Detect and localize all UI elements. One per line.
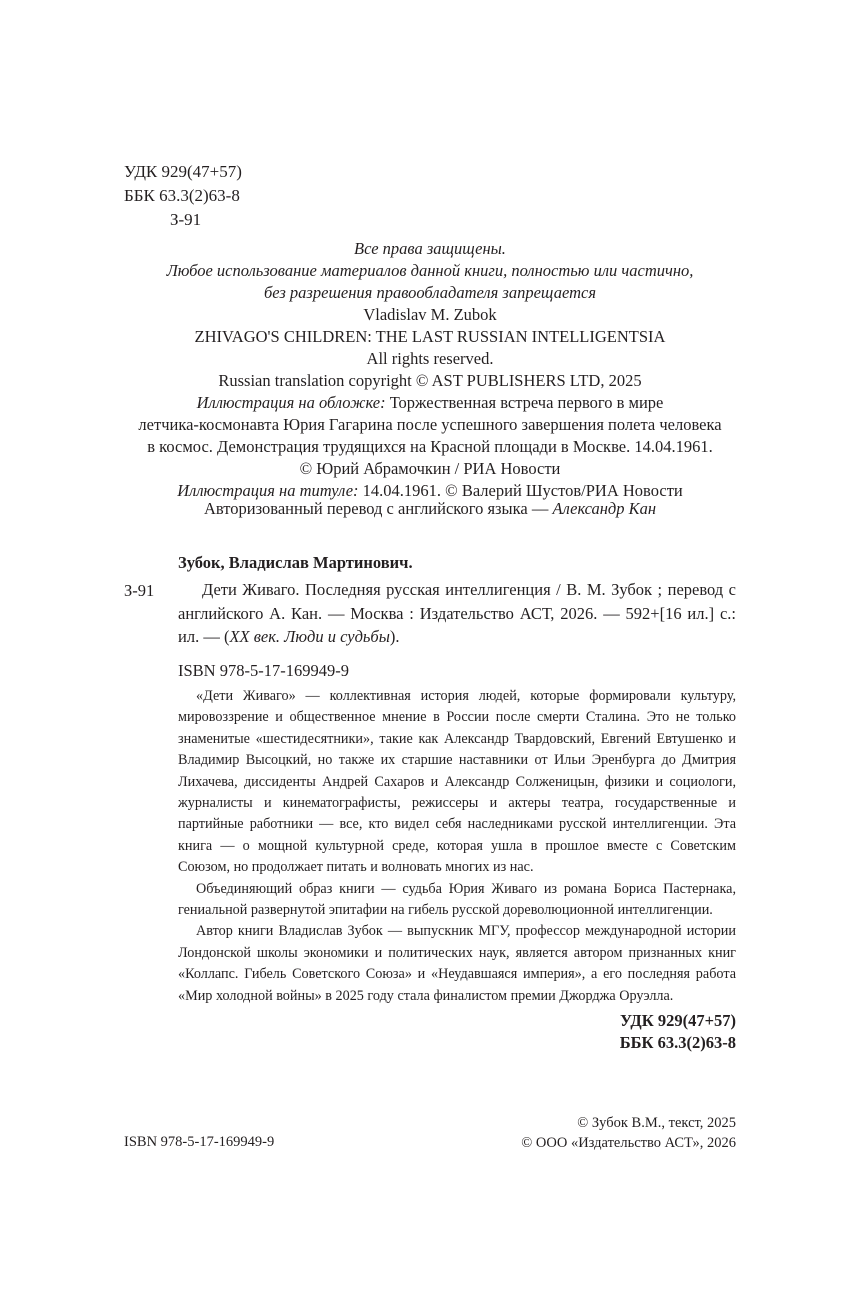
catalog-description-end: ). xyxy=(389,627,400,646)
catalog-heading: Зубок, Владислав Мартинович. xyxy=(178,553,413,572)
translation-text: Авторизованный перевод с английского языка — xyxy=(203,499,553,518)
udk-code-bottom: УДК 929(47+57) xyxy=(619,1011,736,1030)
translation-note xyxy=(124,498,736,520)
catalog-description-text: Дети Живаго. Последняя русская интеллигенция / В. М. Зубок ; перевод с английского А. Кан. — Москва : Издательство АСТ, 2026. — 592+[16 ил.] с.: ил. — ( xyxy=(178,580,736,646)
catalog-description xyxy=(178,578,736,649)
catalog-series: XX век. Люди и судьбы xyxy=(229,627,390,646)
rights-usage-line2: без разрешения правообладателя запрещается xyxy=(263,283,597,302)
bbk-code-bottom: ББК 63.3(2)63-8 xyxy=(619,1033,736,1052)
classification-bottom xyxy=(620,1010,736,1054)
cover-illustration-label: Иллюстрация на обложке: xyxy=(196,393,386,412)
cover-illustration-line2: летчика-космонавта Юрия Гагарина после успешного завершения полета человека xyxy=(138,415,722,434)
translation-copyright: Russian translation copyright © AST PUBLISHERS LTD, 2025 xyxy=(218,371,642,390)
copyright-text: © Зубок В.М., текст, 2025 xyxy=(577,1115,736,1131)
annotation-paragraph: Автор книги Владислав Зубок — выпускник МГУ, профессор международной истории Лондонской школы экономики и политических наук, является автором признанных книг «Коллапс. Гибель Советского Союза» и «Неудавшаяся империя», а его последняя работа «Мир холодной войны» в 2025 году стала финалистом премии Джорджа Оруэлла. xyxy=(178,923,736,1004)
all-rights-reserved: All rights reserved. xyxy=(366,349,494,368)
rights-notice: Все права защищены. xyxy=(354,239,506,258)
footer-copyright xyxy=(521,1113,736,1153)
cover-illustration-text: Торжественная встреча первого в мире xyxy=(389,393,664,412)
annotation xyxy=(178,686,736,1007)
cover-illustration-credit: © Юрий Абрамочкин / РИА Новости xyxy=(299,459,561,478)
title-illustration-credit: 14.04.1961. © Валерий Шустов/РИА Новости xyxy=(362,481,683,500)
bbk-code: ББК 63.3(2)63-8 xyxy=(124,186,240,205)
annotation-paragraph: «Дети Живаго» — коллективная история людей, которые формировали культуру, мировоззрение и общественное мнение в России после смерти Сталина. Это не только знаменитые «шестидесятники», такие как Александр Твардовский, Евгений Евтушенко и Владимир Высоцкий, но также их старшие наставники от Ильи Эренбурга до Дмитрия Лихачева, диссиденты Андрей Сахаров и Александр Солженицын, физики и социологи, журналисты и кинематографисты, режиссеры и актеры театра, государственные и партийные работники — все, кто видел себя наследниками русской интеллигенции. Эта книга — о мощной культурной среде, которая ушла в прошлое вместе с Советским Союзом, но продолжает питать и волновать многих из нас. xyxy=(178,688,736,876)
rights-block xyxy=(124,238,736,502)
catalog-author-sign: З-91 xyxy=(124,581,155,600)
translator-name: Александр Кан xyxy=(552,499,657,518)
cover-illustration-line1 xyxy=(124,392,736,414)
original-title: ZHIVAGO'S CHILDREN: THE LAST RUSSIAN INTELLIGENTSIA xyxy=(194,327,666,346)
rights-usage-line1: Любое использование материалов данной книги, полностью или частично, xyxy=(166,261,694,280)
footer-isbn: ISBN 978-5-17-169949-9 xyxy=(124,1134,275,1150)
udk-code: УДК 929(47+57) xyxy=(124,162,242,181)
cover-illustration-line3: в космос. Демонстрация трудящихся на Красной площади в Москве. 14.04.1961. xyxy=(147,437,713,456)
title-illustration-label: Иллюстрация на титуле: xyxy=(177,481,359,500)
catalog-isbn: ISBN 978-5-17-169949-9 xyxy=(178,661,349,680)
copyright-publisher: © ООО «Издательство АСТ», 2026 xyxy=(521,1135,736,1151)
original-author: Vladislav M. Zubok xyxy=(363,305,497,324)
annotation-paragraph: Объединяющий образ книги — судьба Юрия Живаго из романа Бориса Пастернака, гениальной развернутой эпитафии на гибель русской дореволюционной интеллигенции. xyxy=(178,880,736,919)
author-sign: З-91 xyxy=(170,210,202,229)
